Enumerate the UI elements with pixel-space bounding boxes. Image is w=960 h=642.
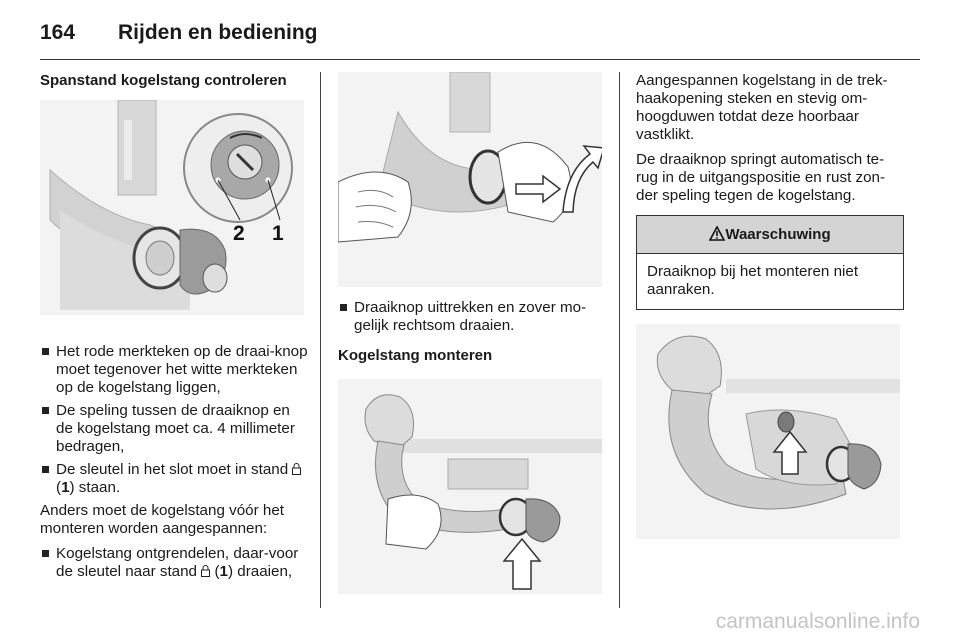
lock-icon: [201, 564, 210, 576]
paragraph-insert: Aangespannen kogelstang in de trek-haakopening steken en stevig om-hoogduwen totdat deze hoorbaar vastklikt.: [636, 72, 888, 143]
warning-triangle-icon: [709, 226, 725, 241]
list-item: Kogelstang ontgrendelen, daar-voor de sleutel naar stand (1) draaien,: [40, 545, 308, 581]
figure-label-2: 2: [233, 222, 245, 245]
unlock-list: [40, 545, 308, 581]
list-item: De sleutel in het slot moet in stand (1) staan.: [40, 461, 308, 497]
figure-tension-check: [40, 100, 304, 315]
warning-title: Waarschuwing: [725, 226, 831, 243]
page-number: 164: [40, 21, 76, 44]
page-header: [40, 18, 318, 48]
header-rule: [40, 59, 920, 60]
section-heading-check: Spanstand kogelstang controleren: [40, 72, 287, 89]
section-heading-mount: Kogelstang monteren: [338, 347, 493, 364]
list-item: Draaiknop uittrekken en zover mo-gelijk rechtsom draaien.: [338, 299, 606, 335]
check-list: [40, 343, 308, 497]
column-divider-1: [320, 72, 321, 608]
figure-pull-knob: [338, 72, 602, 287]
paragraph-otherwise: Anders moet de kogelstang vóór het monteren worden aangespannen:: [40, 502, 284, 537]
list-item: Het rode merkteken op de draai-knop moet tegenover het witte merkteken op de kogelstang liggen,: [40, 343, 308, 397]
column-2: [338, 72, 606, 594]
watermark: carmanualsonline.info: [715, 610, 920, 633]
figure-mounted-bar: [636, 324, 900, 539]
column-3: [636, 72, 904, 539]
column-divider-2: [619, 72, 620, 608]
lock-icon: [292, 462, 301, 474]
column-1: [40, 72, 308, 586]
figure-label-1: 1: [272, 222, 284, 245]
pull-knob-list: [338, 299, 606, 335]
warning-box: [636, 215, 904, 310]
chapter-title: Rijden en bediening: [118, 21, 318, 44]
figure-insert-bar: [338, 379, 602, 594]
warning-text: Draaiknop bij het monteren niet aanraken.: [647, 263, 859, 298]
warning-header: [637, 216, 903, 254]
list-item: De speling tussen de draaiknop en de kogelstang moet ca. 4 millimeter bedragen,: [40, 402, 308, 456]
paragraph-knob-return: De draaiknop springt automatisch te-rug in de uitgangspositie en rust zon-der speling tegen de kogelstang.: [636, 151, 886, 204]
